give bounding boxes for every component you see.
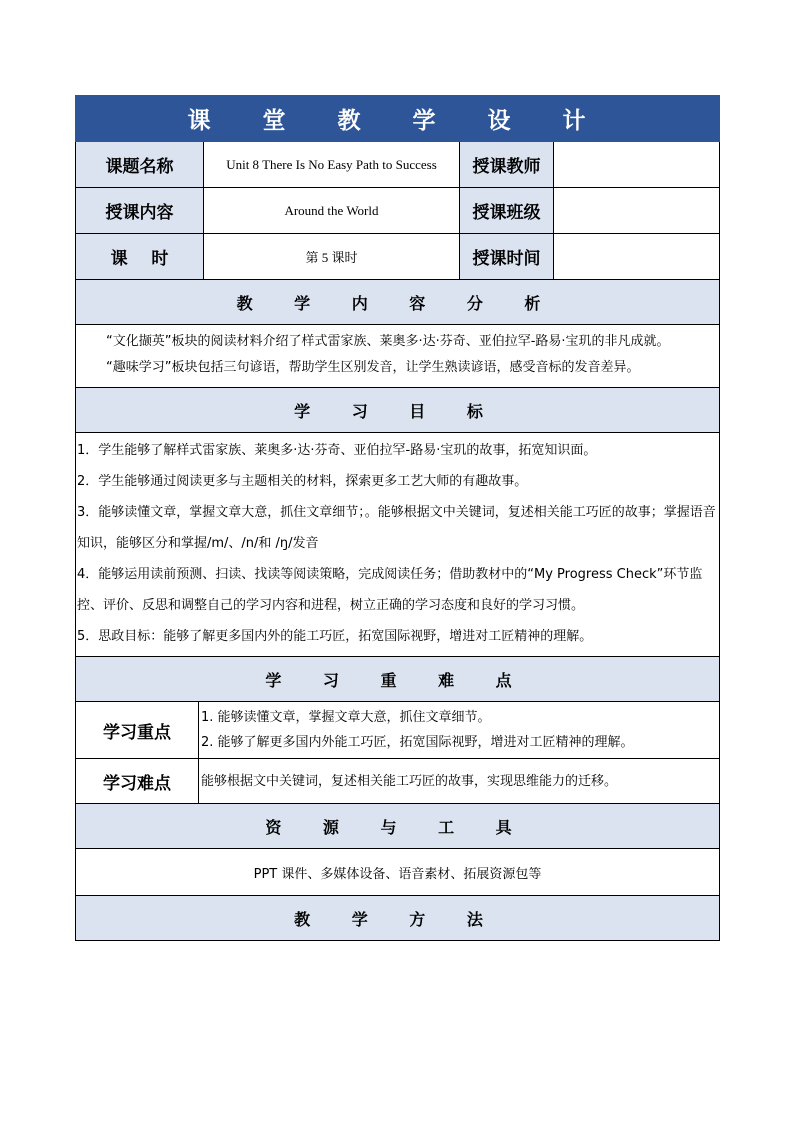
objective-item: 3．能够读懂文章，掌握文章大意，抓住文章细节；。能够根据文中关键词，复述相关能工巧匠的故事；掌握语音知识，能够区分和掌握/m/、/n/和 /ŋ/发音	[77, 505, 716, 551]
key-point-item: 1. 能够读懂文章，掌握文章大意，抓住文章细节。	[201, 710, 491, 725]
topic-label: 课题名称	[76, 142, 204, 188]
content-label: 授课内容	[76, 188, 204, 234]
objective-item: 2．学生能够通过阅读更多与主题相关的材料，探索更多工艺大师的有趣故事。	[77, 474, 528, 489]
document-title: 课 堂 教 学 设 计	[76, 96, 720, 142]
methods-heading: 教 学 方 法	[76, 896, 720, 941]
time-value	[554, 234, 720, 280]
analysis-paragraph: “文化撷英”板块的阅读材料介绍了样式雷家族、莱奥多·达·芬奇、亚伯拉罕-路易·宝玑的非凡成就。	[106, 334, 670, 349]
key-points-label: 学习重点	[76, 702, 199, 759]
analysis-body	[76, 325, 720, 388]
keypoints-heading: 学 习 重 难 点	[76, 657, 720, 702]
teacher-label: 授课教师	[460, 142, 554, 188]
content-value: Around the World	[204, 188, 460, 234]
period-label: 课 时	[76, 234, 204, 280]
analysis-heading: 教 学 内 容 分 析	[76, 280, 720, 325]
key-points-body	[199, 702, 720, 759]
teacher-value	[554, 142, 720, 188]
difficult-points-text: 能够根据文中关键词，复述相关能工巧匠的故事，实现思维能力的迁移。	[199, 759, 720, 804]
resources-text: PPT 课件、多媒体设备、语音素材、拓展资源包等	[76, 849, 720, 896]
resources-heading: 资 源 与 工 具	[76, 804, 720, 849]
objectives-heading: 学 习 目 标	[76, 388, 720, 433]
objective-item: 5．思政目标：能够了解更多国内外的能工巧匠，拓宽国际视野，增进对工匠精神的理解。	[77, 629, 593, 644]
time-label: 授课时间	[460, 234, 554, 280]
lesson-plan-document	[75, 95, 719, 941]
objective-item: 1．学生能够了解样式雷家族、莱奥多·达·芬奇、亚伯拉罕-路易·宝玑的故事，拓宽知识面。	[77, 443, 597, 458]
class-value	[554, 188, 720, 234]
key-point-item: 2. 能够了解更多国内外能工巧匠，拓宽国际视野，增进对工匠精神的理解。	[201, 735, 634, 750]
difficult-points-label: 学习难点	[76, 759, 199, 804]
info-table	[75, 95, 720, 280]
period-value: 第 5 课时	[204, 234, 460, 280]
topic-value: Unit 8 There Is No Easy Path to Success	[204, 142, 460, 188]
objective-item: 4．能够运用读前预测、扫读、找读等阅读策略，完成阅读任务；借助教材中的“My Progress Check”环节监控、评价、反思和调整自己的学习内容和进程，树立正确的学习态度和良好的学习习惯。	[77, 567, 703, 613]
objectives-body	[76, 433, 720, 657]
class-label: 授课班级	[460, 188, 554, 234]
analysis-paragraph: “趣味学习”板块包括三句谚语，帮助学生区别发音，让学生熟读谚语，感受音标的发音差异。	[106, 360, 640, 375]
content-table	[75, 279, 720, 941]
